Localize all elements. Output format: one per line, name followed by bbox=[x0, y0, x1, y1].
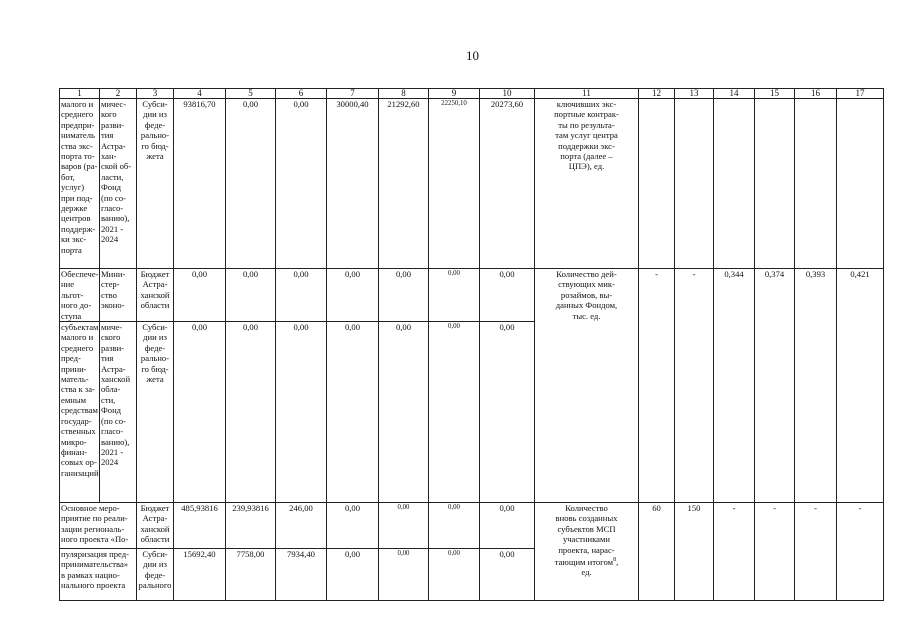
value-cell: 0,00 bbox=[379, 269, 429, 322]
activity-name-cell: Основное меро- приятие по реали- зации региональ- ного проекта «По- bbox=[60, 503, 137, 549]
value-cell: 0,00 bbox=[379, 503, 429, 549]
value-cell: 0,00 bbox=[174, 269, 226, 322]
value-cell: 0,00 bbox=[480, 549, 535, 601]
table-row bbox=[60, 503, 884, 549]
value-cell: 0,00 bbox=[327, 269, 379, 322]
executor-cell: Мини- стер- ство эконо- bbox=[100, 269, 137, 322]
value-cell: 0,00 bbox=[379, 322, 429, 503]
col-number: 5 bbox=[226, 89, 276, 99]
target-cell: 0,421 bbox=[837, 269, 884, 503]
executor-cell: миче- ского разви- тия Астра- ханской обла- сти, Фонд (по со- гласо- ванию), 2021 - 2024 bbox=[100, 322, 137, 503]
indicator-unit: ед. bbox=[581, 567, 592, 578]
target-cell: - bbox=[714, 503, 755, 601]
target-cell: - bbox=[639, 269, 675, 503]
col-number: 2 bbox=[100, 89, 137, 99]
value-cell: 0,00 bbox=[226, 99, 276, 269]
value-cell: 0,00 bbox=[276, 99, 327, 269]
activity-name-cell: малого и среднего предпри- ниматель ства экс- порта то- варов (ра- бот, услуг) при под- держке центров поддерж- ки экс- порта bbox=[60, 99, 100, 269]
value-cell: 0,00 bbox=[480, 503, 535, 549]
table-row bbox=[60, 99, 884, 269]
indicator-cell: Количество вновь созданных субъектов МСП участниками проекта, нарас- тающим итогом$^8$, ед. bbox=[535, 503, 639, 601]
col-number: 10 bbox=[480, 89, 535, 99]
column-number-row bbox=[60, 89, 884, 99]
activity-name-cell: пуляризация пред- принимательства» в рамках нацио- нального проекта bbox=[60, 549, 137, 601]
col-number: 7 bbox=[327, 89, 379, 99]
value-cell: 0,00 bbox=[226, 269, 276, 322]
funding-source-cell: Субси- дии из феде- рального bbox=[137, 549, 174, 601]
value-cell: 0,00 bbox=[480, 322, 535, 503]
funding-source-cell: Бюджет Астра- ханской области bbox=[137, 503, 174, 549]
target-cell bbox=[837, 99, 884, 269]
value-cell: 0,00 bbox=[226, 322, 276, 503]
col-number: 14 bbox=[714, 89, 755, 99]
target-cell bbox=[714, 99, 755, 269]
target-cell bbox=[755, 99, 795, 269]
col-number: 1 bbox=[60, 89, 100, 99]
executor-cell: мичес- кого разви- тия Астра- хан- ской об- ласти, Фонд (по со- гласо- ванию), 2021 - 2024 bbox=[100, 99, 137, 269]
footnote-mark: 8 bbox=[613, 557, 617, 564]
funding-source-cell: Субси- дии из феде- рально- го бюд- жета bbox=[137, 322, 174, 503]
col-number: 12 bbox=[639, 89, 675, 99]
value-cell: 0,00 bbox=[327, 549, 379, 601]
activity-name-cell: Обеспече- ние льгот- ного до- ступа bbox=[61, 269, 99, 321]
value-cell: 0,00 bbox=[327, 322, 379, 503]
value-cell: 0,00 bbox=[276, 269, 327, 322]
activity-name-cell: субъектам малого и среднего пред- прини- матель- ства к за- емным средствам государ- ственных микро- финан- совых ор- ганизаций bbox=[60, 322, 100, 503]
page-number: 10 bbox=[466, 48, 479, 63]
target-cell: 0,374 bbox=[755, 269, 795, 503]
col-number: 3 bbox=[137, 89, 174, 99]
indicator-cell: Количество дей- ствующих мик- розаймов, вы- данных Фондом, тыс. ед. bbox=[535, 269, 639, 503]
value-cell: 485,93816 bbox=[174, 503, 226, 549]
value-cell: 7934,40 bbox=[276, 549, 327, 601]
table-row bbox=[60, 269, 884, 322]
value-cell: 0,00 bbox=[379, 549, 429, 601]
target-cell bbox=[675, 99, 714, 269]
value-cell: 0,00 bbox=[429, 269, 480, 322]
col-number: 17 bbox=[837, 89, 884, 99]
target-cell: - bbox=[675, 269, 714, 503]
target-cell: - bbox=[795, 503, 837, 601]
value-cell: 20273,60 bbox=[480, 99, 535, 269]
target-cell bbox=[795, 99, 837, 269]
target-cell: - bbox=[755, 503, 795, 601]
target-cell: - bbox=[837, 503, 884, 601]
target-cell: 0,393 bbox=[795, 269, 837, 503]
value-cell: 0,00 bbox=[480, 269, 535, 322]
funding-source-cell: Субси- дии из феде- рально- го бюд- жета bbox=[137, 99, 174, 269]
col-number: 11 bbox=[535, 89, 639, 99]
col-number: 8 bbox=[379, 89, 429, 99]
col-number: 9 bbox=[429, 89, 480, 99]
value-cell: 0,00 bbox=[276, 322, 327, 503]
program-table bbox=[59, 88, 884, 601]
target-cell bbox=[639, 99, 675, 269]
value-cell: 246,00 bbox=[276, 503, 327, 549]
value-cell: 21292,60 bbox=[379, 99, 429, 269]
value-cell: 0,00 bbox=[429, 322, 480, 503]
value-cell: 22250,10 bbox=[429, 99, 480, 269]
indicator-text: Количество вновь созданных субъектов МСП участниками проекта, нарас- тающим итогом bbox=[554, 503, 618, 567]
col-number: 15 bbox=[755, 89, 795, 99]
value-cell: 0,00 bbox=[429, 503, 480, 549]
value-cell: 7758,00 bbox=[226, 549, 276, 601]
col-number: 4 bbox=[174, 89, 226, 99]
col-number: 13 bbox=[675, 89, 714, 99]
value-cell: 15692,40 bbox=[174, 549, 226, 601]
value-cell: 0,00 bbox=[429, 549, 480, 601]
value-cell: 0,00 bbox=[327, 503, 379, 549]
value-cell: 93816,70 bbox=[174, 99, 226, 269]
target-cell: 0,344 bbox=[714, 269, 755, 503]
col-number: 16 bbox=[795, 89, 837, 99]
target-cell: 150 bbox=[675, 503, 714, 601]
value-cell: 30000,40 bbox=[327, 99, 379, 269]
funding-source-cell: Бюджет Астра- ханской области bbox=[137, 269, 174, 322]
col-number: 6 bbox=[276, 89, 327, 99]
target-cell: 60 bbox=[639, 503, 675, 601]
indicator-cell: ключивших экс- портные контрак- ты по результа- там услуг центра поддержки экс- порта (далее – ЦПЭ), ед. bbox=[535, 99, 639, 269]
value-cell: 0,00 bbox=[174, 322, 226, 503]
value-cell: 239,93816 bbox=[226, 503, 276, 549]
